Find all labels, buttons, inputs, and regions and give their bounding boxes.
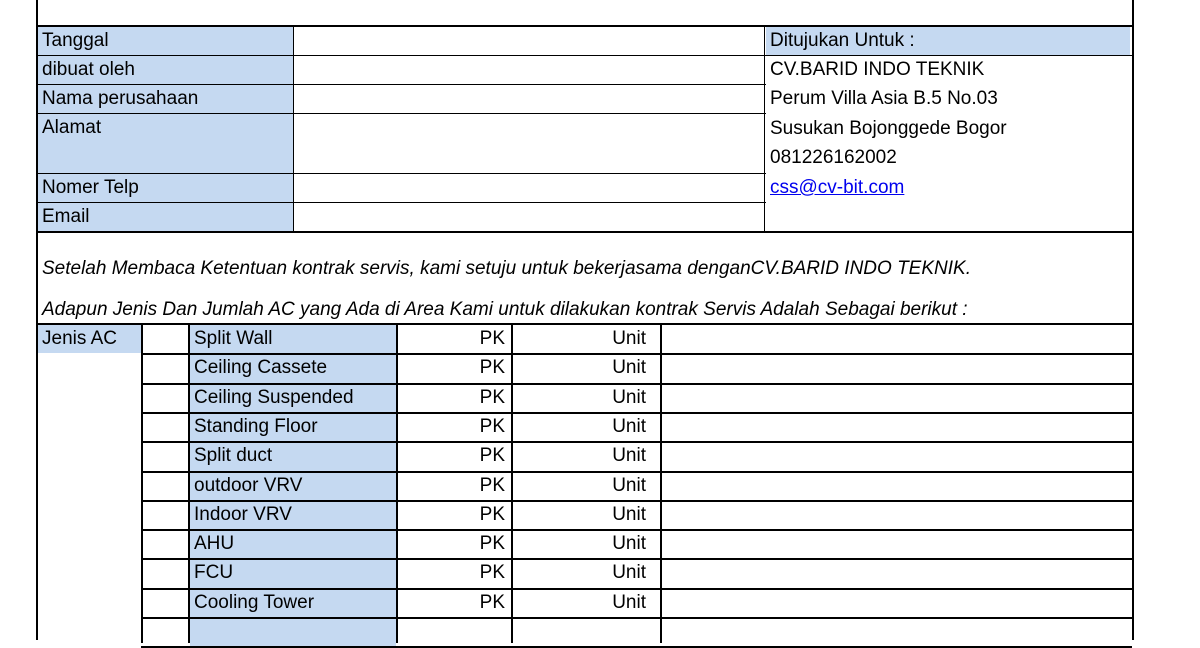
ac-pk-cell[interactable]: PK [479, 475, 505, 496]
ac-list-intro: Adapun Jenis Dan Jumlah AC yang Ada di Area Kami untuk dilakukan kontrak Servis Adalah Sebagai berikut : [42, 299, 968, 320]
ac-unit-cell[interactable]: Unit [612, 357, 646, 378]
ac-type-cell: Split Wall [190, 325, 396, 354]
ac-type-cell: outdoor VRV [190, 472, 396, 501]
ac-unit-cell[interactable]: Unit [612, 416, 646, 437]
ac-category-label: Jenis AC [38, 325, 141, 353]
field-value-nama-perusahaan[interactable] [295, 85, 764, 113]
ac-pk-cell[interactable]: PK [479, 416, 505, 437]
ac-note-cell[interactable] [662, 559, 1130, 588]
field-value-alamat[interactable] [295, 114, 764, 173]
ac-pk-cell[interactable]: PK [479, 328, 505, 349]
ac-type-cell: Standing Floor [190, 413, 396, 442]
ac-note-cell[interactable] [662, 501, 1130, 530]
ac-type-cell: Cooling Tower [190, 589, 396, 618]
ac-checkbox-cell[interactable] [143, 472, 189, 501]
field-value-tanggal[interactable] [295, 27, 764, 55]
ac-note-cell[interactable] [662, 589, 1130, 618]
ac-note-cell[interactable] [662, 413, 1130, 442]
ac-checkbox-cell[interactable] [143, 325, 189, 354]
ac-note-cell[interactable] [662, 354, 1130, 383]
ac-checkbox-cell[interactable] [143, 530, 189, 559]
ac-unit-cell[interactable]: Unit [612, 328, 646, 349]
recipient-email[interactable]: css@cv-bit.com [770, 177, 905, 198]
ac-checkbox-cell[interactable] [143, 442, 189, 471]
field-label-tanggal: Tanggal [38, 27, 293, 56]
ac-pk-cell[interactable]: PK [479, 387, 505, 408]
ac-pk-cell[interactable]: PK [479, 562, 505, 583]
ac-type-cell: Ceiling Suspended [190, 384, 396, 413]
recipient-address-line1: Perum Villa Asia B.5 No.03 [770, 88, 998, 109]
ac-pk-cell[interactable]: PK [479, 592, 505, 613]
agreement-statement: Setelah Membaca Ketentuan kontrak servis, kami setuju untuk bekerjasama denganCV.BARID INDO TEKNIK. [42, 258, 971, 279]
ac-type-cell: Indoor VRV [190, 501, 396, 530]
ac-pk-cell[interactable]: PK [479, 445, 505, 466]
ac-note-cell[interactable] [662, 442, 1130, 471]
ac-type-cell: Split duct [190, 442, 396, 471]
ac-note-cell[interactable] [662, 384, 1130, 413]
ac-type-cell: Ceiling Cassete [190, 354, 396, 383]
field-value-email[interactable] [295, 203, 764, 231]
ac-unit-cell[interactable]: Unit [612, 387, 646, 408]
ac-unit-cell[interactable]: Unit [612, 562, 646, 583]
field-value-dibuat-oleh[interactable] [295, 56, 764, 84]
field-value-nomer-telp[interactable] [295, 174, 764, 202]
ac-checkbox-cell[interactable] [143, 559, 189, 588]
ac-unit-cell[interactable]: Unit [612, 445, 646, 466]
recipient-phone: 081226162002 [770, 147, 897, 168]
recipient-address-line2: Susukan Bojonggede Bogor [770, 118, 1007, 139]
field-label-dibuat-oleh: dibuat oleh [38, 56, 293, 84]
ac-type-cell [190, 618, 396, 647]
ac-checkbox-cell[interactable] [143, 589, 189, 618]
ac-type-cell: FCU [190, 559, 396, 588]
ac-checkbox-cell[interactable] [143, 413, 189, 442]
recipient-header: Ditujukan Untuk : [766, 27, 1130, 55]
ac-unit-cell[interactable]: Unit [612, 504, 646, 525]
ac-note-cell[interactable] [662, 530, 1130, 559]
ac-type-cell: AHU [190, 530, 396, 559]
field-label-nomer-telp: Nomer Telp [38, 174, 293, 203]
ac-unit-cell[interactable]: Unit [612, 475, 646, 496]
ac-checkbox-cell[interactable] [143, 354, 189, 383]
ac-pk-cell[interactable]: PK [479, 357, 505, 378]
ac-pk-cell[interactable]: PK [479, 504, 505, 525]
ac-pk-cell[interactable]: PK [479, 533, 505, 554]
ac-unit-cell[interactable]: Unit [612, 533, 646, 554]
ac-checkbox-cell[interactable] [143, 384, 189, 413]
ac-unit-cell[interactable]: Unit [612, 592, 646, 613]
recipient-company: CV.BARID INDO TEKNIK [770, 59, 985, 80]
ac-checkbox-cell[interactable] [143, 501, 189, 530]
field-label-nama-perusahaan: Nama perusahaan [38, 85, 293, 113]
ac-note-cell[interactable] [662, 472, 1130, 501]
ac-note-cell[interactable] [662, 325, 1130, 354]
field-label-email: Email [38, 203, 293, 231]
field-label-alamat: Alamat [38, 114, 293, 173]
